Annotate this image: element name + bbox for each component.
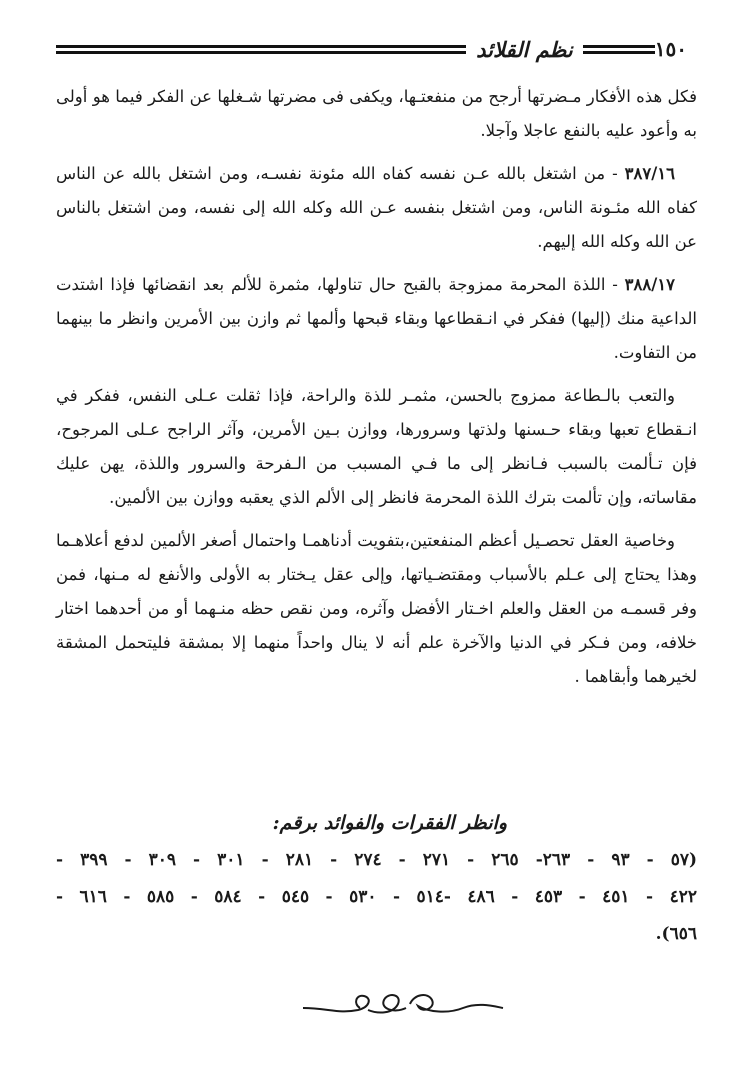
page-body: [56, 80, 697, 703]
running-title: نظم القلائد: [476, 36, 573, 62]
page-header: [56, 34, 699, 64]
end-ornament-icon: [298, 984, 508, 1024]
paragraph-number: ٣٨٨/١٧: [624, 275, 675, 294]
paragraph: [56, 524, 697, 694]
paragraph-number: ٣٨٧/١٦: [624, 164, 675, 183]
references-section: [56, 812, 697, 953]
page-number: ١٥٠: [654, 37, 687, 61]
paragraph-text: - اللذة المحرمة ممزوجة بالقبح حال تناولها، مثمرة للألم بعد انقضائها فإذا اشتدت الداعية منك (إليها) ففكر في انـقطاعها وبقاء قبحها وألمها ثم وازن بين الأمرين وانظر ما بينهما من التفاوت.: [56, 275, 697, 362]
header-rule-left: [56, 45, 466, 54]
paragraph-numbered: [56, 268, 697, 370]
paragraph-text: والتعب بالـطاعة ممزوج بالحسن، مثمـر للذة والراحة، فإذا ثقلت عـلى النفس، ففكر في انـقطاع تعبها وبقاء حـسنها ولذتها وسرورها، ووازن بـين الأمرين، وآثر الراجح عـلى المرجوح، فإن تـألمت بالسبب فـانظر إلى ما فـي المسبب من الـفرحة والسرور واللذة، يهن عليك مقاساته، وإن تألمت بترك اللذة المحرمة فانظر إلى الألم الذي يعقبه ووازن بين الألمين.: [56, 386, 697, 507]
references-title: وانظر الفقرات والفوائد برقم:: [272, 812, 507, 834]
header-rule-right: [583, 45, 655, 54]
references-line: ٦٥٦).: [655, 924, 697, 944]
paragraph-text: وخاصية العقل تحصـيل أعظم المنفعتين،بتفويت أدناهمـا واحتمال أصغر الألمين لدفع أعلاهـما وهذا يحتاج إلى عـلم بالأسباب ومقتضـياتها، وإلى عقل يـختار به الأولى والأنفع له مـنها، فمن وفر قسمـه من العقل والعلم اخـتار الأفضل وآثره، ومن نقص حظه منـهما أو من أحدهما اختار خلافه، ومن فـكر في الدنيا والآخرة علم أنه لا ينال واحداً منهما إلا بمشقة فليتحمل المشقة لخيرهما وأبقاهما .: [56, 531, 697, 686]
paragraph-text: فكل هذه الأفكار مـضرتها أرجح من منفعتـها، ويكفى فى مضرتها شـغلها عن الفكر فيما هو أولى به وأعود عليه بالنفع عاجلا وآجلا.: [56, 87, 697, 140]
paragraph-text: - من اشتغل بالله عـن نفسه كفاه الله مئونة نفسـه، ومن اشتغل بالله عن الناس كفاه الله مئـونة الناس، ومن اشتغل بنفسه عـن الله وكله الله إلى نفسه، ومن اشتغل بالناس عن الله وكله الله إليهم.: [56, 164, 697, 251]
references-line: (٥٧ - ٩٣ - ٢٦٣- ٢٦٥ - ٢٧١ - ٢٧٤ - ٢٨١ - ٣٠١ - ٣٠٩ - ٣٩٩ -: [56, 850, 698, 870]
paragraph-numbered: [56, 157, 697, 259]
references-line: ٤٢٢ - ٤٥١ - ٤٥٣ - ٤٨٦ -٥١٤ - ٥٣٠ - ٥٤٥ - ٥٨٤ - ٥٨٥ - ٦١٦ -: [56, 887, 697, 907]
paragraph: [56, 80, 697, 148]
paragraph: [56, 379, 697, 515]
